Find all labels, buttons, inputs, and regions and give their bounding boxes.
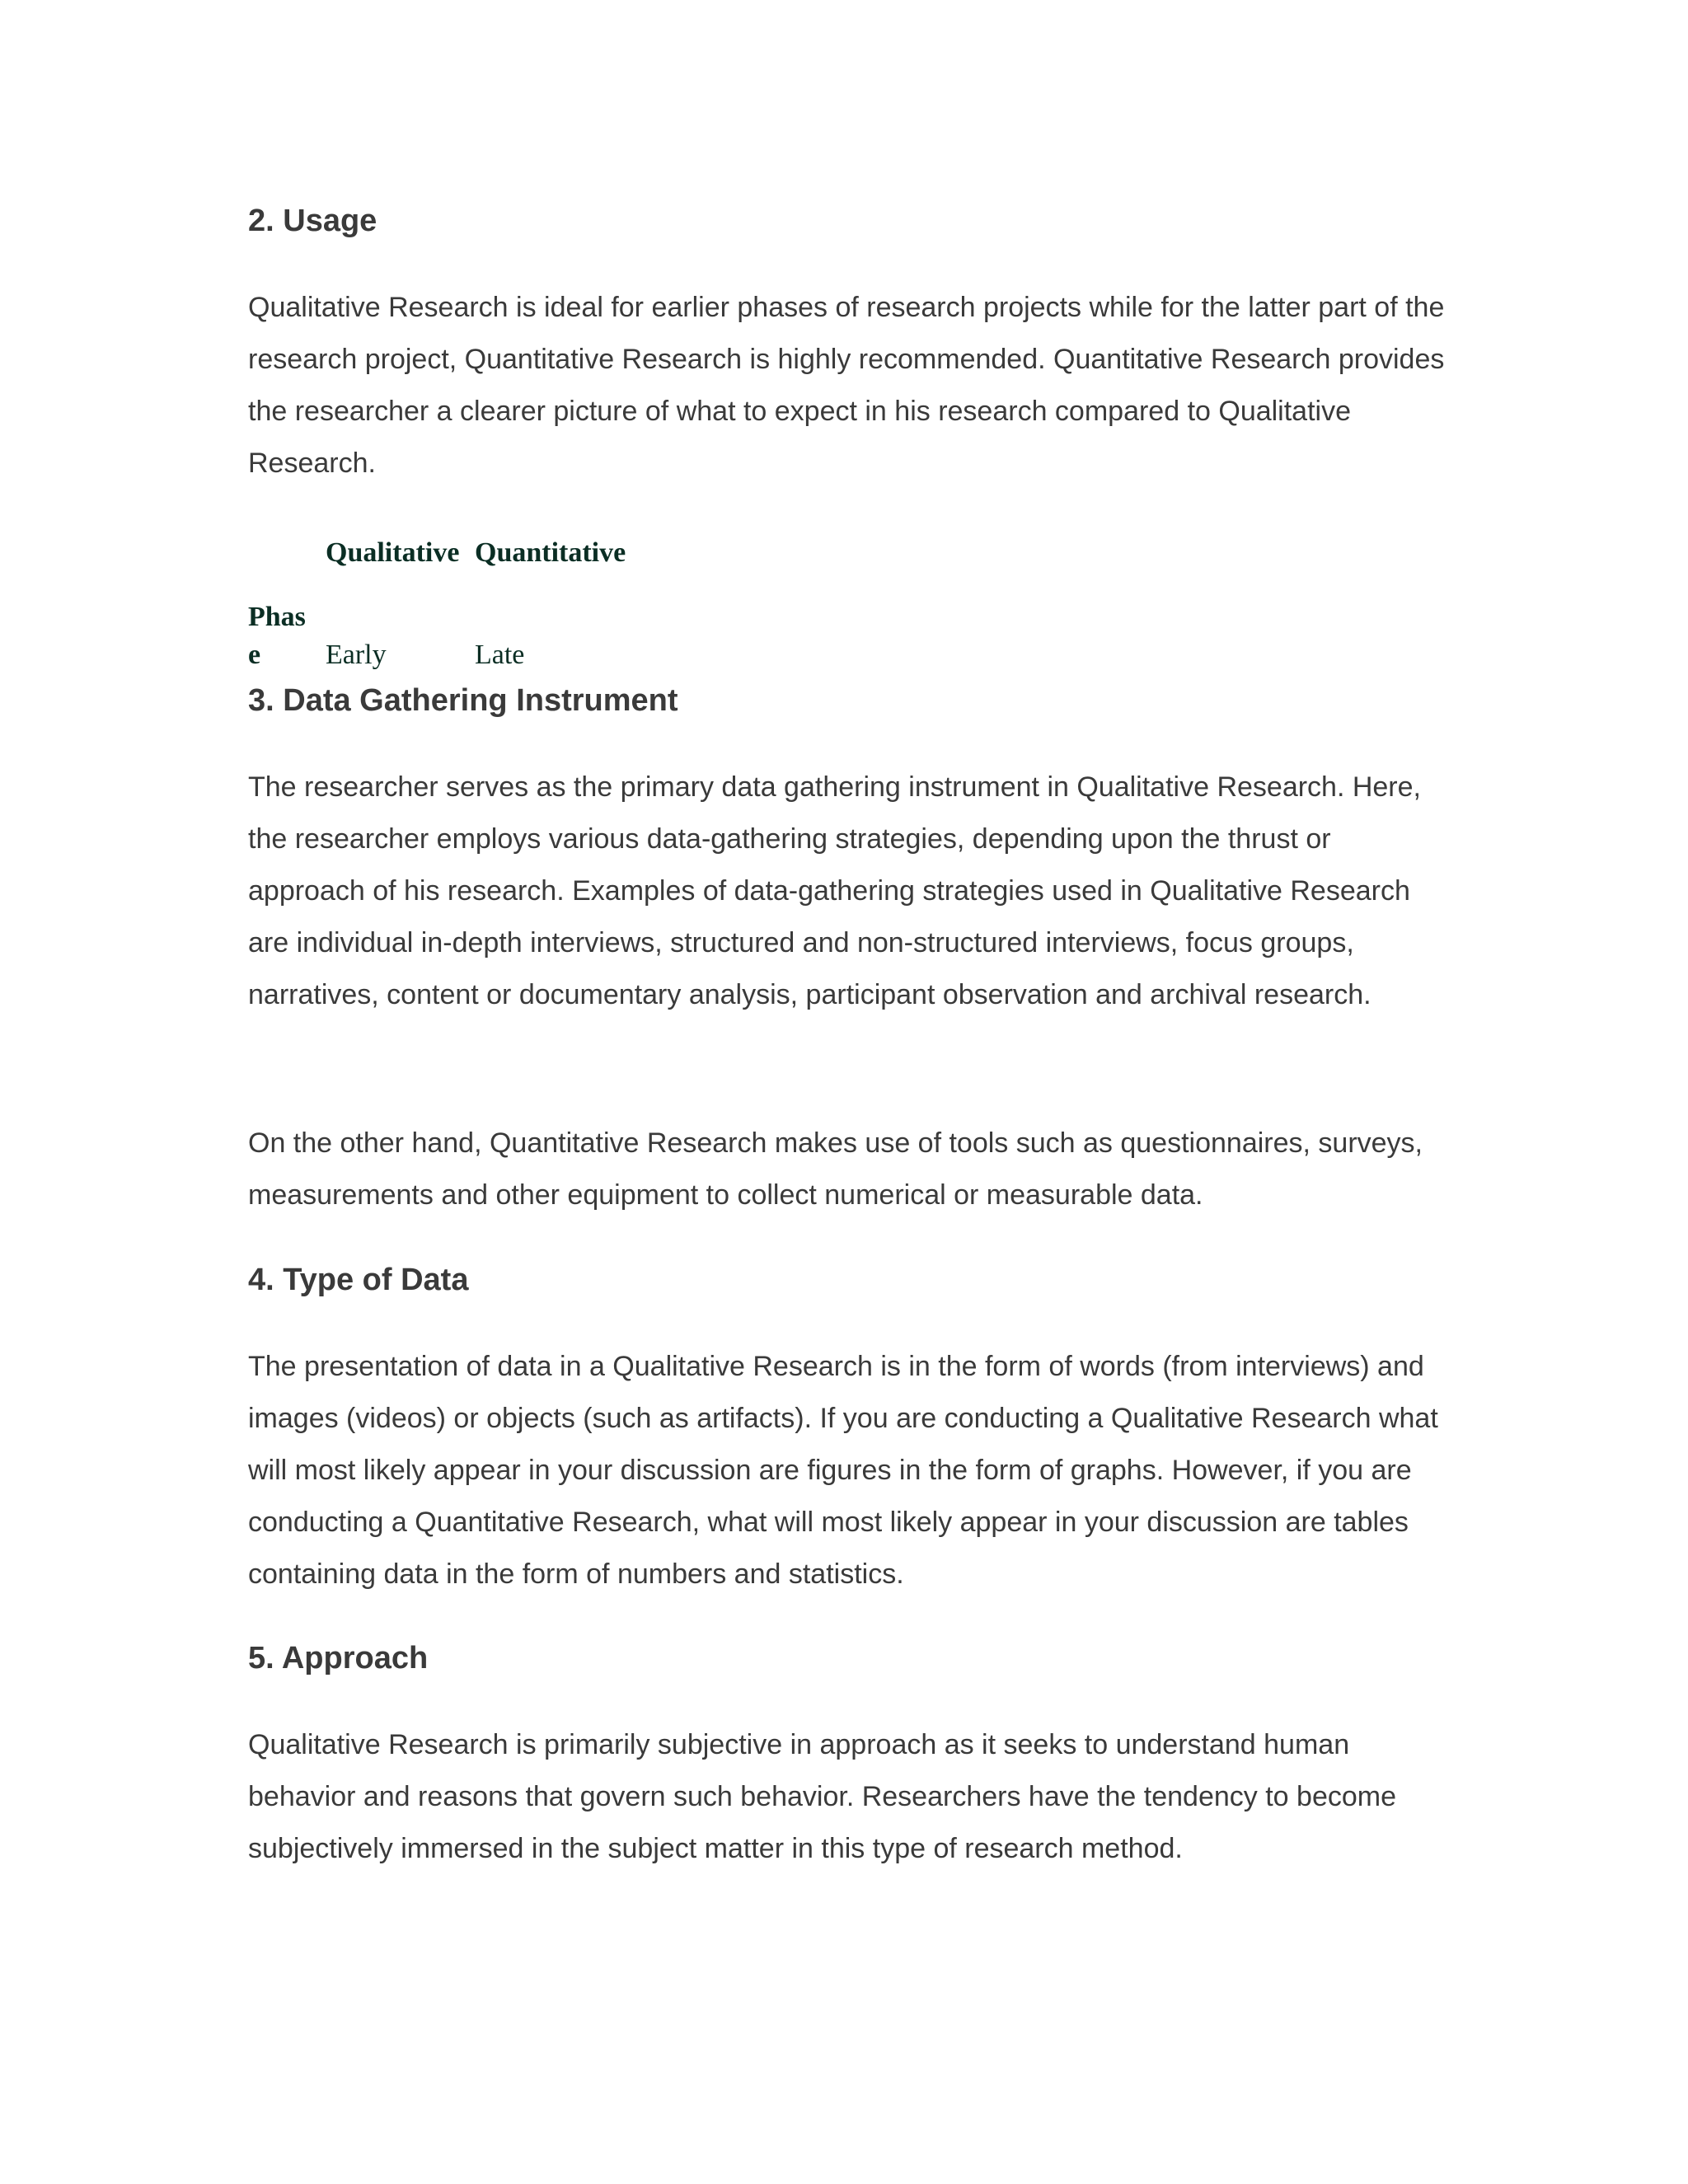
phase-table [248, 534, 660, 674]
table-row-label-phase-line2: e [248, 640, 261, 670]
table-cell-early: Early [326, 640, 387, 670]
heading-data-gathering: 3. Data Gathering Instrument [248, 683, 678, 718]
table-header-quantitative: Quantitative [475, 537, 626, 568]
paragraph-type-of-data: The presentation of data in a Qualitative Research is in the form of words (from interviews) and images (videos) or objects (such as artifacts). If you are conducting a Qualitative Research what will most likely appear in your discussion are figures in the form of graphs. However, if you are conducting a Quantitative Research, what will most likely appear in your discussion are tables containing data in the form of numbers and statistics. [248, 1351, 1438, 1590]
paragraph-data-gathering-2: On the other hand, Quantitative Research makes use of tools such as questionnaires, surveys, measurements and other equipment to collect numerical or measurable data. [248, 1127, 1423, 1211]
paragraph-data-gathering-1: The researcher serves as the primary data gathering instrument in Qualitative Research. Here, the researcher employs various data-gathering strategies, depending upon the thrust or approach of his research. Examples of data-gathering strategies used in Qualitative Research are individual in-depth interviews, structured and non-structured interviews, focus groups, narratives, content or documentary analysis, participant observation and archival research. [248, 771, 1421, 1010]
table-header-qualitative: Qualitative [326, 537, 460, 568]
paragraph-approach: Qualitative Research is primarily subjective in approach as it seeks to understand human behavior and reasons that govern such behavior. Researchers have the tendency to become subjectively immersed in the subject matter in this type of research method. [248, 1729, 1396, 1864]
heading-usage: 2. Usage [248, 204, 377, 238]
table-row-label-phase-line1: Phas [248, 602, 306, 632]
paragraph-usage: Qualitative Research is ideal for earlier phases of research projects while for the latter part of the research project, Quantitative Research is highly recommended. Quantitative Research provides the researcher a clearer picture of what to expect in his research compared to Qualitative Research. [248, 292, 1445, 479]
heading-approach: 5. Approach [248, 1641, 429, 1675]
table-cell-late: Late [475, 640, 525, 670]
heading-type-of-data: 4. Type of Data [248, 1263, 469, 1297]
